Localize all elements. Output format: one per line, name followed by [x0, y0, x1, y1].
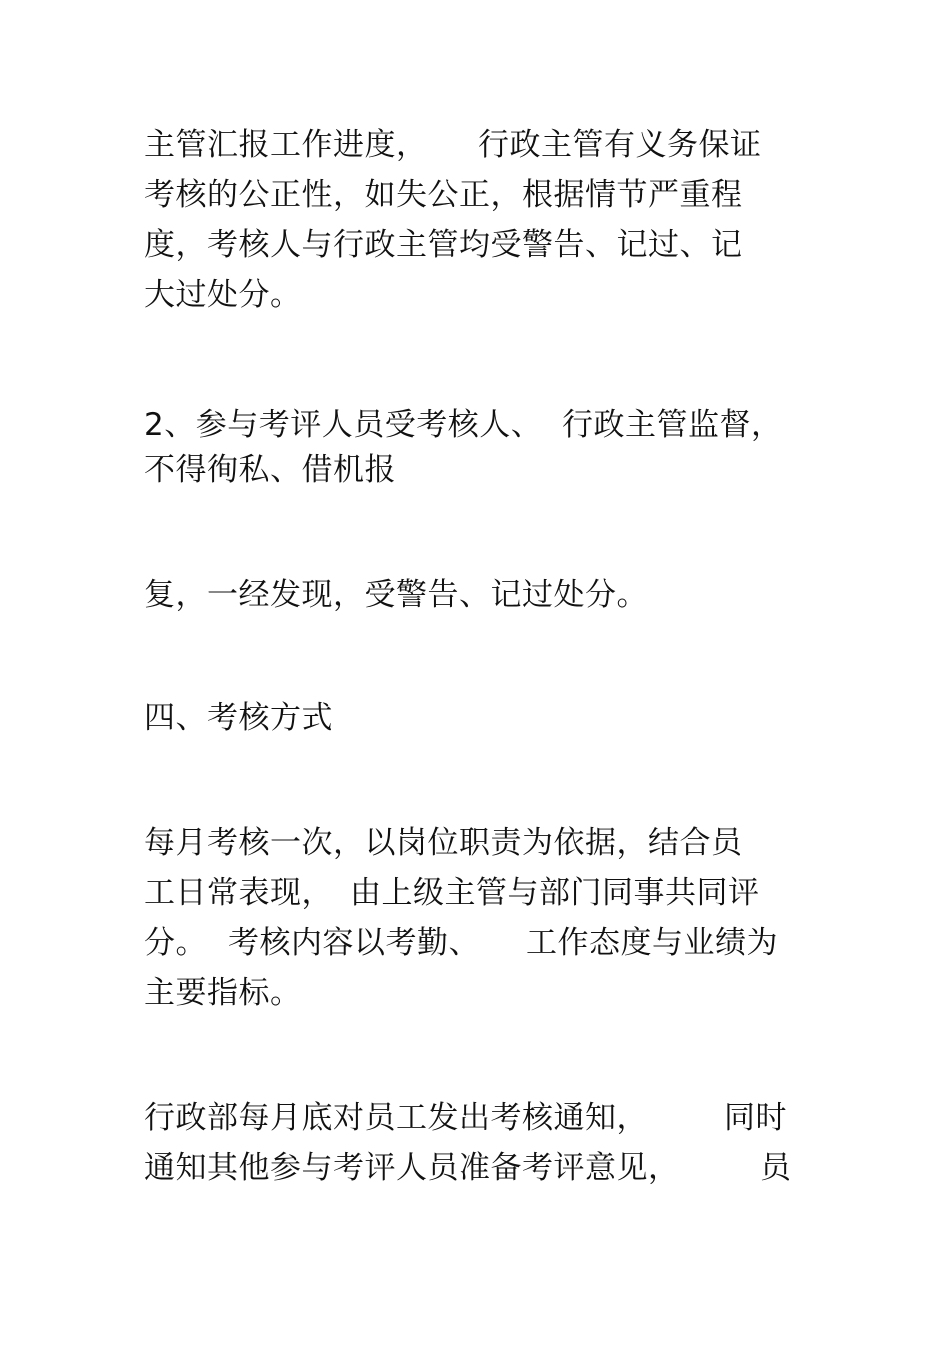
text-segment: 行政主管有义务保证 [478, 127, 762, 163]
paragraph-5-line-4 [144, 973, 302, 1013]
text-segment: 工作态度与业绩为 [526, 925, 778, 961]
paragraph-2-line-1 [144, 405, 783, 445]
text-segment: 不得徇私、借机报 [144, 452, 396, 488]
text-segment: 行政部每月底对员工发出考核通知， [144, 1100, 648, 1136]
paragraph-1-line-2 [144, 175, 743, 215]
text-segment: 分。 [144, 925, 207, 961]
section-heading [144, 698, 333, 738]
paragraph-1-line-3 [144, 225, 743, 265]
paragraph-1-line-4 [144, 275, 302, 315]
text-segment: 通知其他参与考评人员准备考评意见， [144, 1150, 680, 1186]
text-segment: 工日常表现， [144, 875, 333, 911]
text-segment: 主要指标。 [144, 975, 302, 1011]
paragraph-5-line-1 [144, 823, 743, 863]
paragraph-2-line-2 [144, 450, 396, 490]
text-segment: 考核内容以考勤、 [228, 925, 480, 961]
paragraph-6-line-1 [144, 1098, 787, 1138]
text-segment: 2、参与考评人员受考核人、 [144, 407, 543, 443]
paragraph-3-line-1 [144, 575, 648, 615]
text-segment: 考核的公正性，如失公正，根据情节严重程 [144, 177, 743, 213]
paragraph-6-line-2 [144, 1148, 792, 1188]
text-segment: 员 [760, 1150, 792, 1186]
text-segment: 度，考核人与行政主管均受警告、记过、记 [144, 227, 743, 263]
text-segment: 行政主管监督， [562, 407, 783, 443]
paragraph-1-line-1 [144, 125, 762, 165]
text-segment: 复，一经发现，受警告、记过处分。 [144, 577, 648, 613]
paragraph-5-line-2 [144, 873, 760, 913]
text-segment: 四、考核方式 [144, 700, 333, 736]
text-segment: 大过处分。 [144, 277, 302, 313]
text-segment: 同时 [724, 1100, 787, 1136]
text-segment: 主管汇报工作进度， [144, 127, 428, 163]
text-segment: 每月考核一次，以岗位职责为依据，结合员 [144, 825, 743, 861]
paragraph-5-line-3 [144, 923, 778, 963]
text-segment: 由上级主管与部门同事共同评 [350, 875, 760, 911]
